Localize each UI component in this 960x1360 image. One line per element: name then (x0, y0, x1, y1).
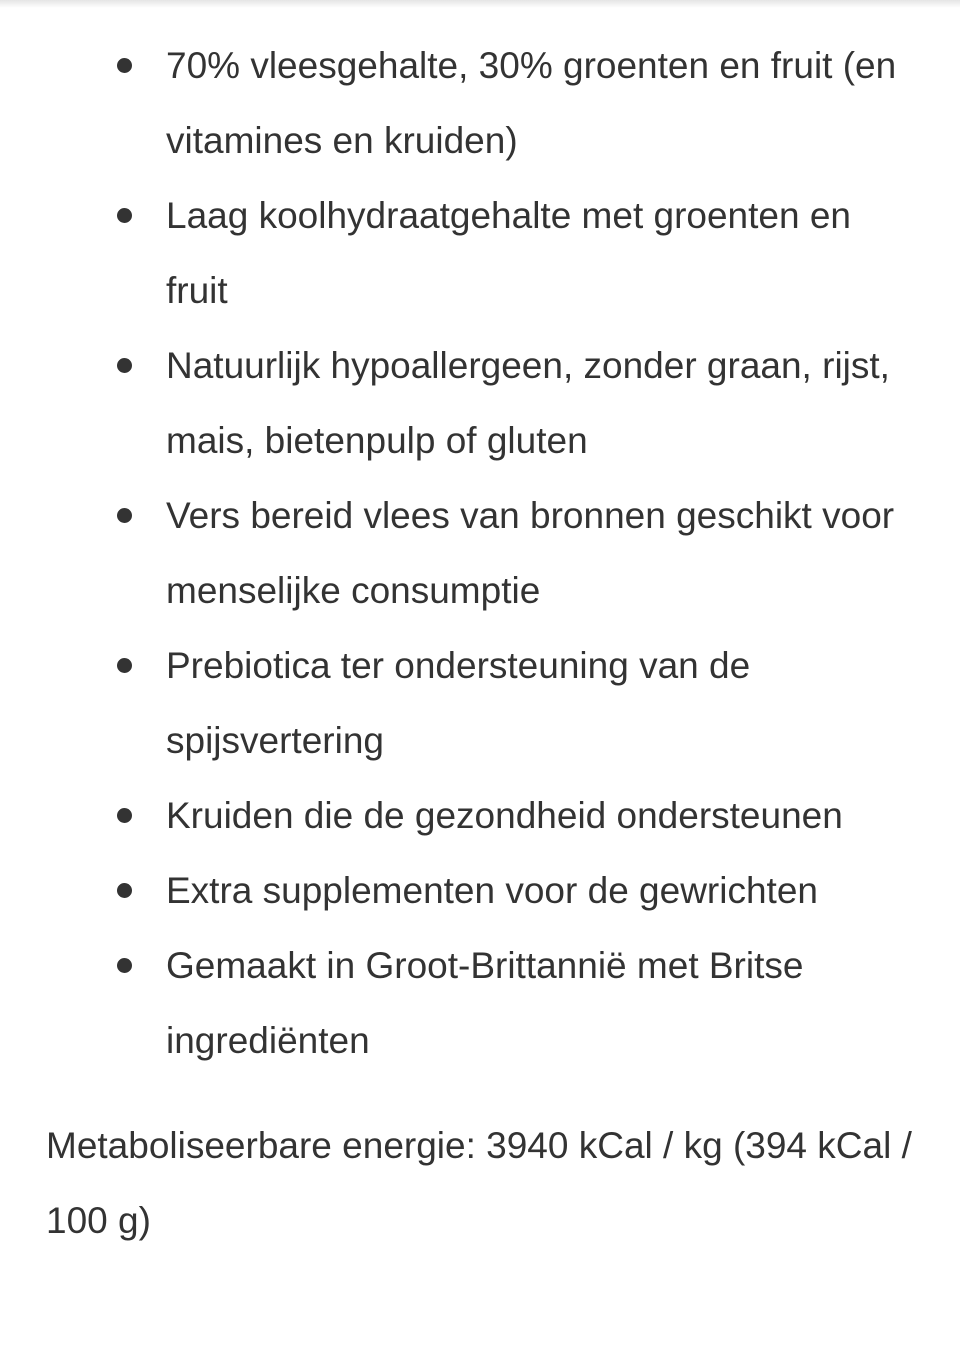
feature-item (0, 28, 960, 178)
feature-text: Gemaakt in Groot-Brittannië met Britse ingrediënten (166, 945, 804, 1061)
feature-item (0, 478, 960, 628)
bullet-icon (117, 208, 132, 223)
bullet-icon (117, 58, 132, 73)
top-shadow (0, 0, 960, 8)
feature-item (0, 328, 960, 478)
feature-text: Extra supplementen voor de gewrichten (166, 870, 818, 911)
feature-text: Laag koolhydraatgehalte met groenten en fruit (166, 195, 852, 311)
bullet-icon (117, 508, 132, 523)
feature-item (0, 178, 960, 328)
feature-text: Vers bereid vlees van bronnen geschikt voor menselijke consumptie (166, 495, 895, 611)
energy-info: Metaboliseerbare energie: 3940 kCal / kg (394 kCal / 100 g) (46, 1125, 912, 1241)
bullet-icon (117, 883, 132, 898)
feature-item (0, 628, 960, 778)
product-description (0, 28, 960, 1258)
feature-item (0, 778, 960, 853)
bullet-icon (117, 358, 132, 373)
bullet-icon (117, 958, 132, 973)
feature-text: Prebiotica ter ondersteuning van de spijsvertering (166, 645, 751, 761)
feature-text: Natuurlijk hypoallergeen, zonder graan, rijst, mais, bietenpulp of gluten (166, 345, 890, 461)
feature-item (0, 853, 960, 928)
bullet-icon (117, 808, 132, 823)
feature-list (0, 28, 960, 1078)
bullet-icon (117, 658, 132, 673)
feature-text: 70% vleesgehalte, 30% groenten en fruit (en vitamines en kruiden) (166, 45, 897, 161)
feature-item (0, 928, 960, 1078)
feature-text: Kruiden die de gezondheid ondersteunen (166, 795, 843, 836)
